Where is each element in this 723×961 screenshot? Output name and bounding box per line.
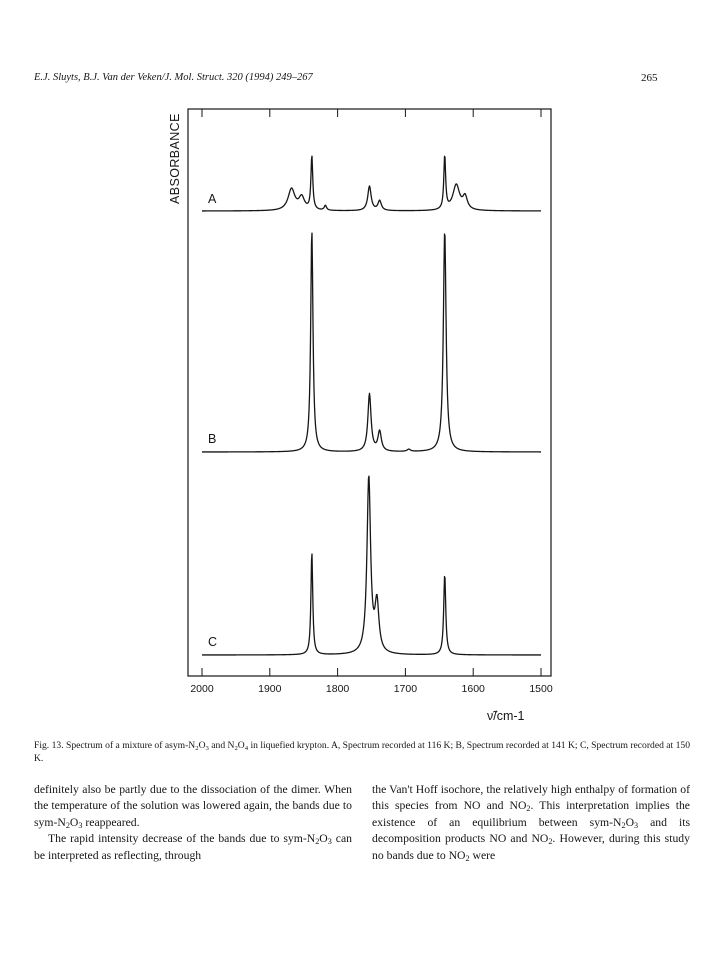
subscript: 2 [195,745,199,752]
trace-label-c: C [208,635,218,649]
subscript: 2 [65,820,70,830]
x-tick-label: 1700 [393,683,418,695]
plot-frame [188,109,551,676]
subscript: 2 [526,804,531,814]
x-tick-label: 2000 [190,683,214,695]
body-paragraph [34,782,352,831]
body-paragraph [34,831,352,864]
body-paragraph [372,782,690,864]
subscript: 3 [78,820,83,830]
figure-caption [34,739,690,765]
spectrum-trace-b [202,233,541,452]
text-run: Fig. 13. Spectrum of a mixture of asym-N [34,740,196,751]
spectrum-traces [202,156,541,655]
x-axis-label: ν̃/cm-1 [487,709,525,723]
subscript: 2 [465,853,470,863]
running-header-citation: E.J. Sluyts, B.J. Van der Veken/J. Mol. Struct. 320 (1994) 249–267 [34,72,313,83]
y-axis-label: ABSORBANCE [168,113,182,204]
subscript: 3 [634,820,639,830]
text-run: O [69,815,79,829]
text-run: The rapid intensity decrease of the bands due to sym-N [48,832,316,846]
plot-border [188,109,551,676]
subscript: 2 [315,837,320,847]
trace-label-a: A [208,192,217,206]
text-run: in liquefied krypton. A, Spectrum recorded at 116 K; B, Spectrum recorded at 141 K; C, Spectrum recorded at 150 K. [34,740,691,764]
text-run: . However, during this study no bands due to NO [372,832,690,862]
spectrum-trace-a [202,156,541,211]
subscript: 2 [548,837,553,847]
text-run: O [319,832,328,846]
text-run: O [198,740,206,751]
text-run: O [237,740,245,751]
spectrum-trace-c [202,476,541,655]
subscript: 3 [205,745,209,752]
trace-label-b: B [208,432,217,446]
x-tick-label: 1600 [461,683,485,695]
text-run: . This interpretation implies the existence of an equilibrium between sym-N [372,799,690,829]
text-run: and N [208,740,235,751]
subscript: 3 [327,837,332,847]
text-run: definitely also be partly due to the dissociation of the dimer. When the temperature of the solution was lowered again, the bands due to sym-N [34,783,352,829]
x-tick-labels [190,683,553,695]
body-column-left [34,782,352,864]
text-run: and its decomposition products NO and NO [372,815,690,846]
subscript: 2 [621,820,626,830]
text-run: the Van't Hoff isochore, the relatively high enthalpy of formation of this species from NO and NO [372,783,690,813]
text-run: O [625,815,635,829]
x-tick-label: 1500 [529,683,553,695]
x-tick-label: 1900 [258,683,282,695]
subscript: 2 [234,745,238,752]
subscript: 4 [244,745,249,752]
text-run: were [469,848,496,862]
body-column-right [372,782,690,864]
text-run: reappeared. [82,815,140,829]
trace-labels [208,192,217,649]
x-tick-label: 1800 [325,683,350,695]
text-run: can be interpreted as reflecting, through [34,832,353,862]
page-number: 265 [641,72,658,84]
